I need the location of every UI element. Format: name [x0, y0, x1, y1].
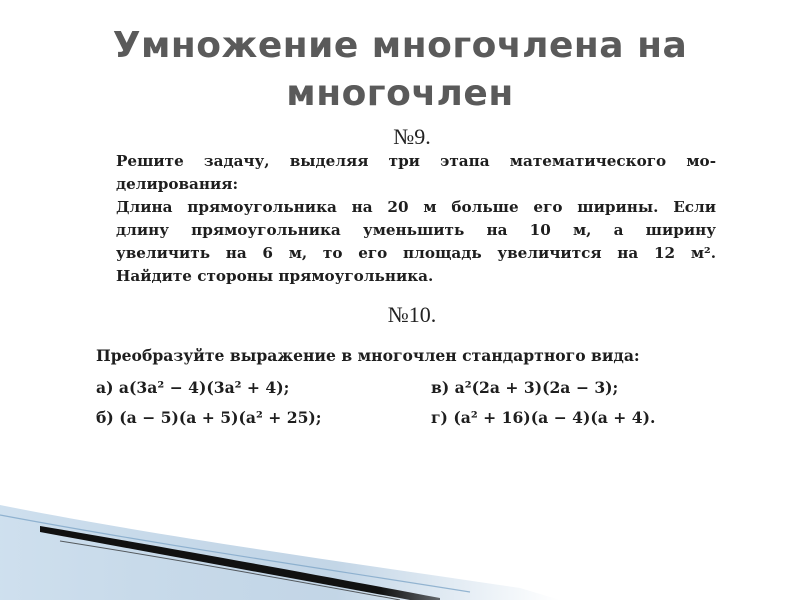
expression-row: [96, 408, 736, 438]
problem-10-number: №10.: [387, 302, 437, 327]
expression-item-b: [96, 408, 322, 427]
expression-label: в): [431, 378, 450, 397]
expression-item-g: [431, 408, 655, 427]
problem-9-line: Длина прямоугольника на 20 м больше его ширины. Если: [116, 198, 716, 216]
problem-9-text: [116, 150, 716, 288]
problem-9-line: длину прямоугольника уменьшить на 10 м, а ширину: [116, 221, 716, 239]
slide-title-line-1: Умножение многочлена на: [112, 25, 688, 66]
expression-text: a(3a² − 4)(3a² + 4);: [118, 378, 290, 397]
expression-label: б): [96, 408, 114, 427]
expression-row: [96, 378, 736, 408]
problem-9-line: Решите задачу, выделяя три этапа математического мо-: [116, 152, 716, 170]
slide-title: [0, 22, 800, 118]
swoosh-light-band: [0, 505, 560, 600]
problem-9-line: увеличить на 6 м, то его площадь увеличится на 12 м².: [116, 244, 716, 262]
swoosh-dark-band: [40, 526, 440, 600]
expression-item-v: [431, 378, 618, 397]
swoosh-light-stripe: [0, 515, 470, 592]
problem-9-number: №9.: [393, 124, 431, 149]
problem-9-line: делирования:: [116, 175, 239, 193]
problem-9-line: Найдите стороны прямоугольника.: [116, 267, 434, 285]
expression-item-a: [96, 378, 289, 397]
expression-label: г): [431, 408, 448, 427]
expression-text: (a² + 16)(a − 4)(a + 4).: [453, 408, 656, 427]
slide-title-line-2: многочлен: [286, 73, 514, 114]
problem-10-task: Преобразуйте выражение в многочлен стандартного вида:: [96, 346, 640, 365]
problem-10-expressions: [96, 378, 736, 438]
expression-text: a²(2a + 3)(2a − 3);: [454, 378, 619, 397]
expression-label: а): [96, 378, 114, 397]
expression-text: (a − 5)(a + 5)(a² + 25);: [119, 408, 322, 427]
swoosh-dark-thin: [60, 541, 400, 600]
